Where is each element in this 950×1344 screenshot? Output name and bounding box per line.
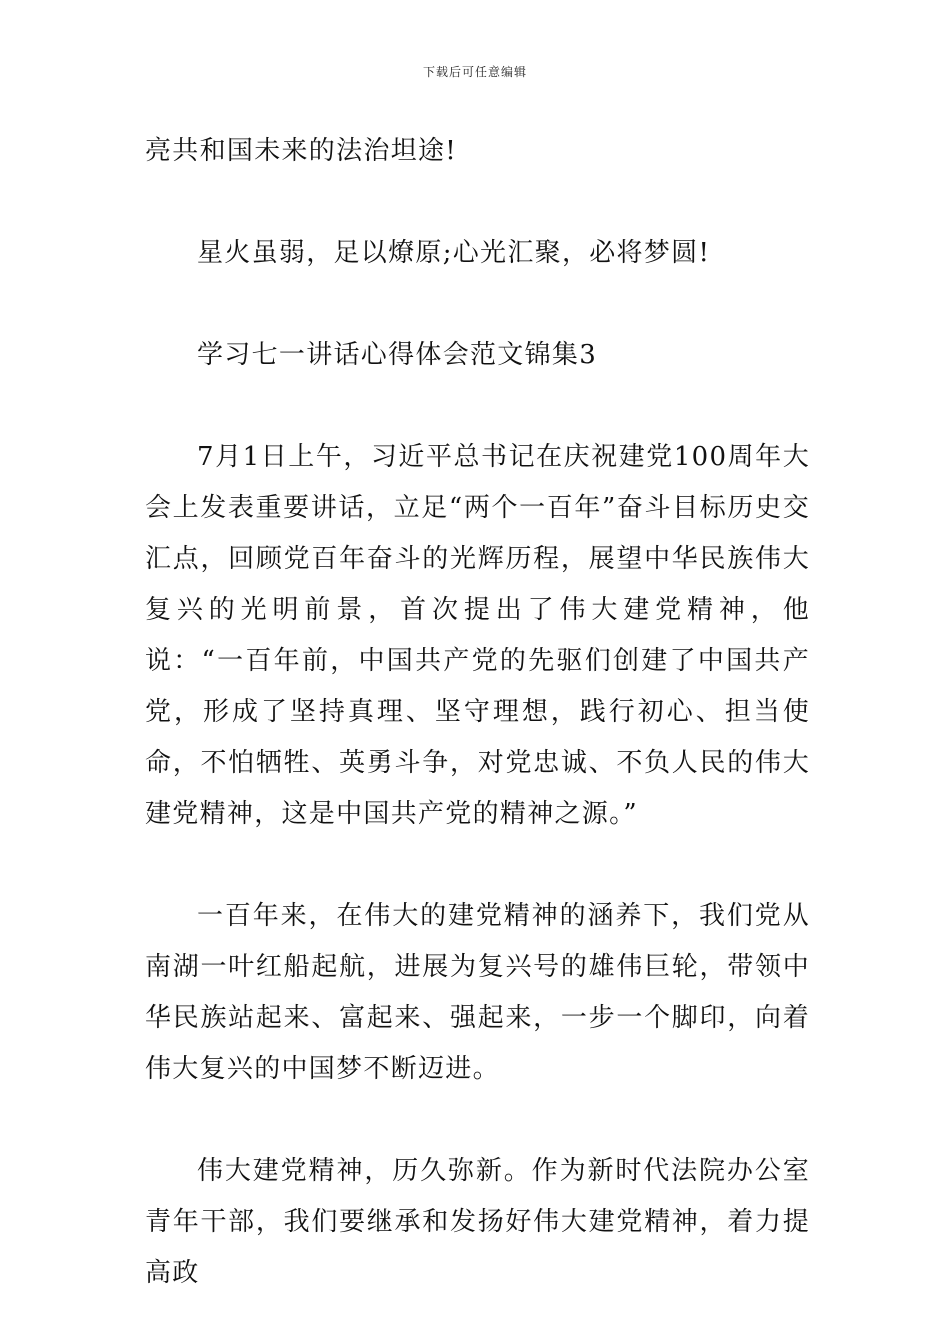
paragraph-slogan: 星火虽弱，足以燎原;心光汇聚，必将梦圆!	[197, 238, 711, 268]
paragraph-spirit: 伟大建党精神，历久弥新。作为新时代法院办公室青年干部，我们要继承和发扬好伟大建党精神，着力提高政	[145, 1156, 810, 1288]
section-title: 学习七一讲话心得体会范文锦集3	[197, 340, 598, 370]
page-header-note: 下载后可任意编辑	[422, 65, 527, 79]
paragraph-continuation: 亮共和国未来的法治坦途!	[145, 136, 458, 166]
paragraph-century: 一百年来，在伟大的建党精神的涵养下，我们党从南湖一叶红船起航，进展为复兴号的雄伟巨轮，带领中华民族站起来、富起来、强起来，一步一个脚印，向着伟大复兴的中国梦不断迈进。	[145, 901, 810, 1084]
paragraph-speech: 7月1日上午，习近平总书记在庆祝建党100周年大会上发表重要讲话，立足“两个一百年”奋斗目标历史交汇点，回顾党百年奋斗的光辉历程，展望中华民族伟大复兴的光明前景，首次提出了伟大建党精神，他说：“一百年前，中国共产党的先驱们创建了中国共产党，形成了坚持真理、坚守理想，践行初心、担当使命，不怕牺牲、英勇斗争，对党忠诚、不负人民的伟大建党精神，这是中国共产党的精神之源。”	[145, 442, 810, 829]
document-body	[145, 126, 810, 1299]
